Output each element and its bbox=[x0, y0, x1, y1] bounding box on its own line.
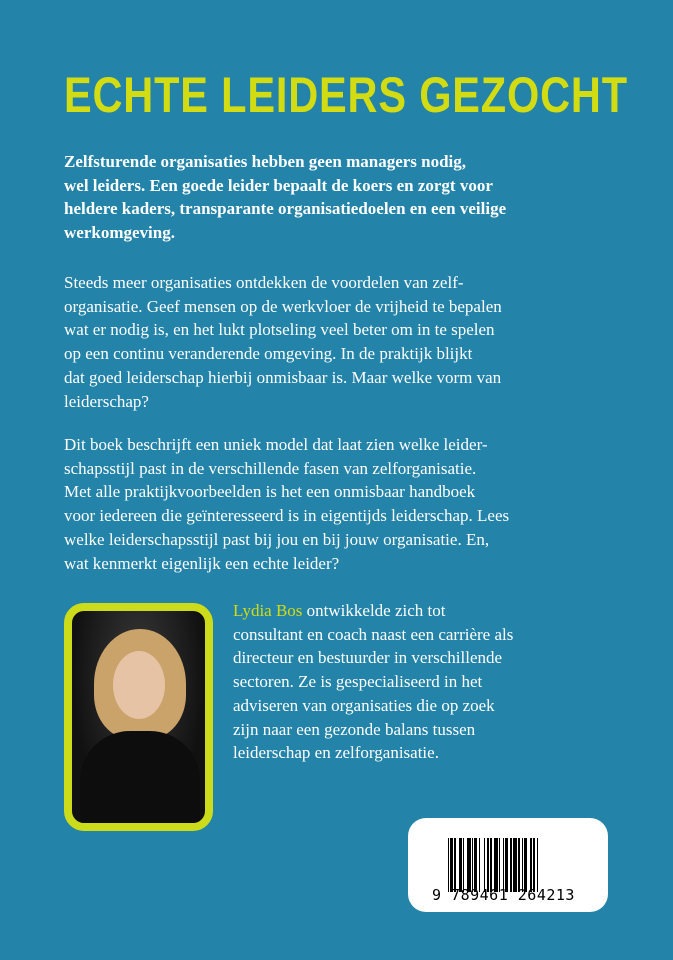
barcode bbox=[408, 818, 608, 912]
author-photo bbox=[64, 603, 213, 831]
author-bio bbox=[233, 599, 513, 765]
description-paragraph-2: Dit boek beschrijft een uniek model dat laat zien welke leider- schapsstijl past in de verschillende fasen van zelforganisatie. Met alle praktijkvoorbeelden is het een onmisbaar handboek voor iedereen die geïnteresseerd is in eigentijds leiderschap. Lees welke leiderschapsstijl past bij jou en bij jouw organisatie. En, wat kenmerkt eigenlijk een echte leider? bbox=[64, 435, 510, 573]
description-paragraph: Steeds meer organisaties ontdekken de voordelen van zelf- organisatie. Geef mensen op de werkvloer de vrijheid te bepalen wat er nodig is, en het lukt plotseling veel beter om in te spelen op een continu veranderende omgeving. In de praktijk blijkt dat goed leiderschap hierbij onmisbaar is. Maar welke vorm van leiderschap? bbox=[64, 273, 502, 411]
isbn-number: 9 789461 264213 bbox=[432, 886, 575, 904]
author-body bbox=[80, 731, 200, 831]
barcode-bars bbox=[448, 838, 590, 892]
author-face bbox=[113, 651, 165, 719]
author-bio-text: ontwikkelde zich tot consultant en coach naast een carrière als directeur en bestuurder in verschillende sectoren. Ze is gespecialiseerd in het adviseren van organisaties die op zoek zijn naar een gezonde balans tussen leiderschap en zelforganisatie. bbox=[233, 601, 514, 763]
intro-paragraph: Zelfsturende organisaties hebben geen managers nodig, wel leiders. Een goede leider bepaalt de koers en zorgt voor heldere kaders, transparante organisatiedoelen en een veilige werkomgeving. bbox=[64, 152, 507, 243]
barcode-bar bbox=[537, 838, 538, 892]
book-title: ECHTE LEIDERS GEZOCHT bbox=[64, 67, 628, 123]
author-name: Lydia Bos bbox=[233, 601, 303, 620]
